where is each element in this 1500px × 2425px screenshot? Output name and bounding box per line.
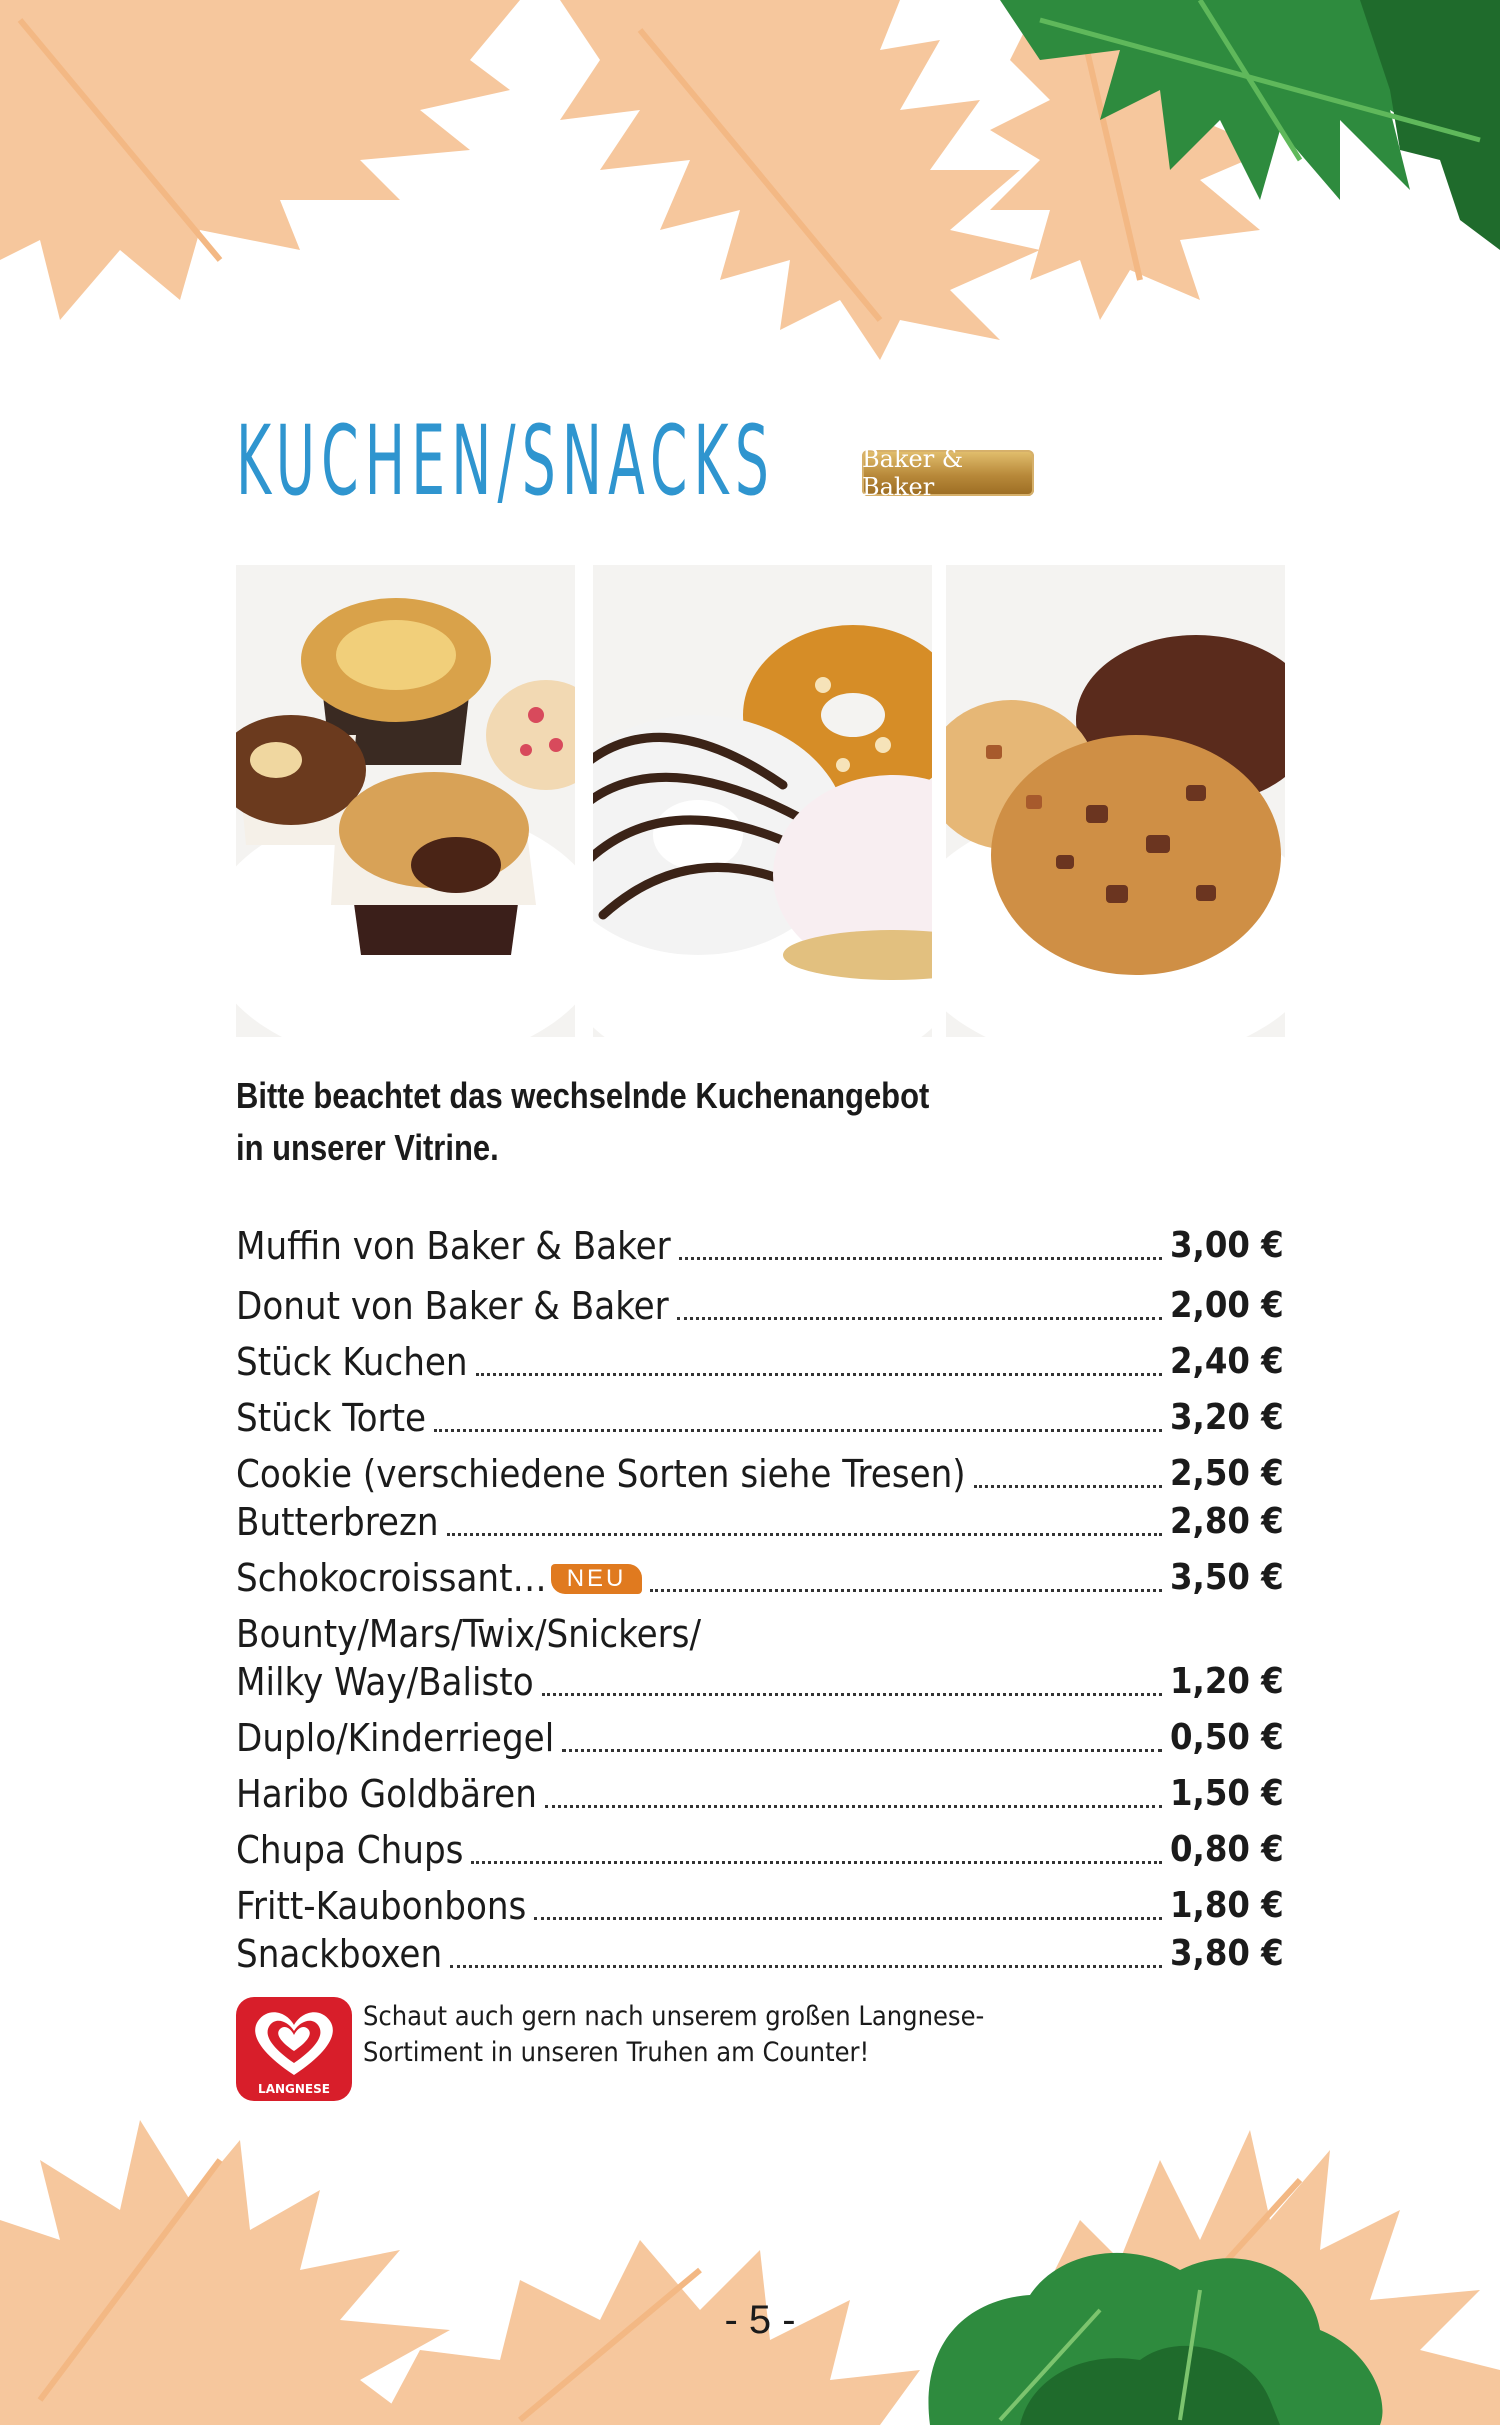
notice-line-2: in unserer Vitrine. [236,1127,499,1168]
menu-item [236,1554,1282,1602]
item-name: Snackboxen [236,1932,443,1976]
item-price: 1,80 € [1170,1885,1284,1926]
notice-line-1: Bitte beachtet das wechselnde Kuchenangebot [236,1075,930,1116]
menu-item [236,1498,1282,1546]
dot-leader [679,1257,1162,1260]
item-name: Fritt-Kaubonbons [236,1884,527,1928]
item-name: Stück Kuchen [236,1340,468,1384]
item-name: Stück Torte [236,1396,427,1440]
langnese-logo [236,1997,352,2101]
menu-item [236,1282,1282,1330]
item-price: 3,20 € [1170,1397,1284,1438]
menu-item [236,1338,1282,1386]
menu-item [236,1714,1282,1762]
dot-leader [471,1861,1162,1864]
item-price: 3,50 € [1170,1557,1284,1598]
menu-item [236,1394,1282,1442]
item-price: 0,80 € [1170,1829,1284,1870]
item-price: 1,50 € [1170,1773,1284,1814]
item-price: 1,20 € [1170,1661,1284,1702]
dot-leader [542,1693,1162,1696]
item-price: 3,80 € [1170,1933,1284,1974]
dot-leader [450,1965,1162,1968]
item-name: Cookie (verschiedene Sorten siehe Tresen) [236,1452,966,1496]
item-name: Milky Way/Balisto [236,1660,534,1704]
item-name: Donut von Baker & Baker [236,1284,669,1328]
baker-and-baker-logo: Baker & Baker [862,450,1034,496]
langnese-note-line-2: Sortiment in unseren Truhen am Counter! [363,2037,870,2068]
item-name: Haribo Goldbären [236,1772,537,1816]
menu-item [236,1826,1282,1874]
menu-item [236,1930,1282,1978]
dot-leader [677,1317,1162,1320]
dot-leader [447,1533,1162,1536]
item-price: 3,00 € [1170,1225,1284,1266]
menu-item [236,1658,1282,1706]
cake-offer-notice [236,1070,1010,1174]
item-price: 2,50 € [1170,1453,1284,1494]
menu-item [236,1450,1282,1498]
langnese-note-line-1: Schaut auch gern nach unserem großen Langnese- [363,2001,985,2032]
item-name: Butterbrezn [236,1500,439,1544]
palm-leaves-top-decoration [0,0,1500,360]
page-number: - 5 - [724,2298,796,2342]
item-price: 2,40 € [1170,1341,1284,1382]
langnese-logo-text: LANGNESE [258,2082,330,2096]
cookies-photo [946,565,1285,1037]
item-name: Schokocroissant… [236,1556,547,1600]
item-name: Duplo/Kinderriegel [236,1716,555,1760]
muffins-photo [236,565,575,1037]
item-name-line-1: Bounty/Mars/Twix/Snickers/ [236,1612,702,1656]
dot-leader [562,1749,1162,1752]
donuts-photo [593,565,932,1037]
dot-leader [534,1917,1162,1920]
item-price: 0,50 € [1170,1717,1284,1758]
item-price: 2,00 € [1170,1285,1284,1326]
dot-leader [476,1373,1162,1376]
item-price: 2,80 € [1170,1501,1284,1542]
menu-item [236,1222,1282,1270]
dot-leader [545,1805,1162,1808]
dot-leader [650,1589,1162,1592]
palm-leaves-bottom-decoration [0,2100,1500,2425]
langnese-note [363,1999,1063,2071]
item-name: Muffin von Baker & Baker [236,1224,671,1268]
dot-leader [434,1429,1162,1432]
menu-item [236,1770,1282,1818]
menu-item [236,1882,1282,1930]
new-badge: NEU [551,1564,643,1594]
item-name: Chupa Chups [236,1828,464,1872]
dot-leader [974,1485,1162,1488]
page-title: KUCHEN/SNACKS [236,405,776,517]
